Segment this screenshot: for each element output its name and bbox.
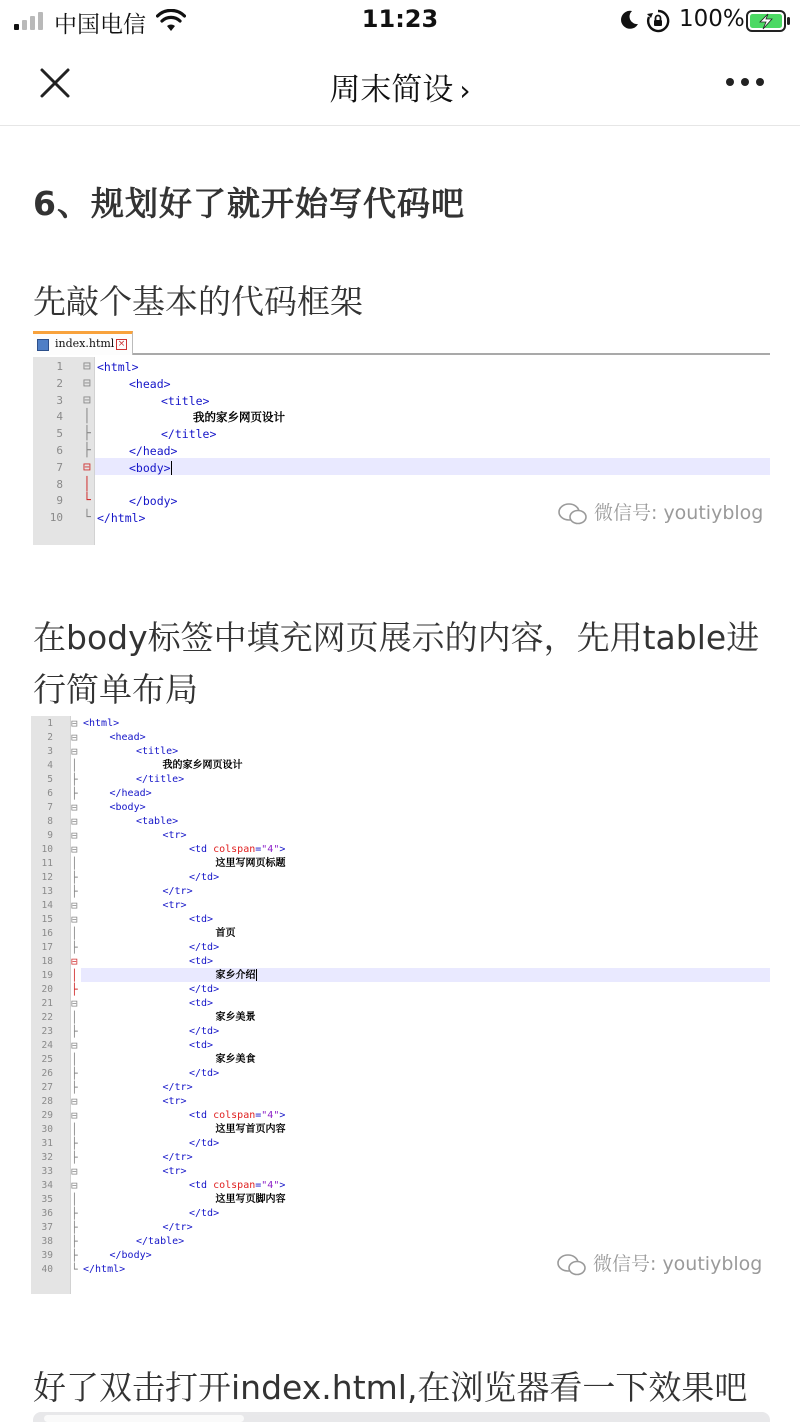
code-screenshot-1	[33, 331, 770, 545]
line-number: 22	[41, 1012, 53, 1023]
code-line: </head>	[109, 788, 152, 799]
line-number: 20	[41, 984, 53, 995]
code-line: </td>	[189, 942, 220, 953]
line-number: 25	[41, 1054, 53, 1065]
code-line: <title>	[161, 393, 210, 408]
line-number: 40	[41, 1264, 53, 1275]
line-number: 26	[41, 1068, 53, 1079]
fold-marker: ├	[71, 1207, 78, 1220]
fold-marker: ├	[71, 871, 78, 884]
status-bar	[0, 0, 800, 42]
account-title-link[interactable]	[0, 64, 800, 109]
next-image-tab	[44, 1415, 244, 1422]
line-number: 2	[56, 376, 63, 390]
line-number: 7	[56, 460, 63, 474]
fold-marker: │	[71, 1123, 78, 1136]
clock: 11:23	[361, 5, 439, 33]
code-line: </table>	[136, 1236, 185, 1247]
code-line: </html>	[97, 511, 146, 526]
section-heading: 6、规划好了就开始写代码吧	[33, 184, 465, 223]
fold-marker: ├	[71, 941, 78, 954]
code-line: </head>	[129, 444, 178, 458]
fold-marker: └	[83, 510, 91, 526]
editor-tab-name: index.html	[55, 337, 115, 350]
fold-marker: ├	[71, 1249, 78, 1262]
code-line: </body>	[109, 1250, 152, 1261]
rotation-lock-icon	[646, 9, 670, 33]
code-line: 首页	[215, 928, 236, 939]
line-number: 19	[41, 970, 53, 981]
code-line: <tr>	[162, 900, 187, 911]
code-line: </td>	[189, 1026, 220, 1037]
line-number: 3	[47, 746, 53, 757]
code-screenshot-2	[31, 716, 770, 1294]
code-line: </td>	[189, 1068, 220, 1079]
code-line: 这里写页脚内容	[215, 1194, 286, 1205]
watermark	[558, 498, 763, 526]
fold-marker: │	[71, 927, 78, 940]
code-line: <table>	[136, 816, 179, 827]
paragraph-1: 先敲个基本的代码框架	[33, 282, 363, 321]
code-line: </tr>	[162, 1082, 193, 1093]
fold-marker: ⊟	[83, 359, 91, 374]
line-number: 18	[41, 956, 53, 967]
fold-marker: ├	[71, 1025, 78, 1038]
code-line: </td>	[189, 872, 220, 883]
fold-marker: ⊟	[83, 375, 91, 391]
chevron-right-icon: ›	[459, 74, 471, 107]
fold-marker: ⊟	[71, 745, 78, 758]
fold-marker: ⊟	[71, 829, 78, 842]
fold-marker: │	[71, 857, 78, 870]
fold-marker: ├	[71, 1235, 78, 1248]
editor-tab	[33, 331, 133, 355]
code-line: <td colspan="4">	[189, 1110, 286, 1121]
code-line: <head>	[109, 732, 146, 743]
watermark-text: 微信号: youtiyblog	[594, 502, 764, 524]
fold-marker: ⊟	[71, 843, 78, 856]
fold-marker: ├	[71, 885, 78, 898]
fold-marker: ⊟	[71, 717, 78, 730]
line-number: 24	[41, 1040, 53, 1051]
code-line: <td>	[189, 998, 214, 1009]
line-number: 5	[47, 774, 53, 785]
line-number: 33	[41, 1166, 53, 1177]
editor-tab-strip	[33, 331, 770, 355]
line-number: 1	[47, 718, 53, 729]
fold-marker: ⊟	[71, 899, 78, 912]
line-number: 39	[41, 1250, 53, 1261]
battery-charging-icon	[746, 9, 792, 33]
code-line: 家乡美景	[215, 1012, 256, 1023]
code-line: <td>	[189, 1040, 214, 1051]
code-line: <html>	[83, 718, 120, 729]
line-number: 4	[47, 760, 53, 771]
code-line: </tr>	[162, 1152, 193, 1163]
fold-marker: │	[83, 409, 91, 425]
code-line: </tr>	[162, 886, 193, 897]
line-number: 4	[56, 410, 63, 424]
moon-icon	[618, 9, 640, 31]
code-line: <td>	[189, 914, 214, 925]
code-line: 家乡美食	[215, 1054, 256, 1065]
code-line: <title>	[136, 746, 179, 757]
line-number: 6	[47, 788, 53, 799]
fold-marker: ⊟	[83, 459, 91, 475]
code-line: <td colspan="4">	[189, 844, 286, 855]
fold-marker: ├	[71, 1081, 78, 1094]
tab-close-icon: ×	[117, 339, 126, 349]
code-line: </title>	[136, 774, 185, 785]
line-number: 9	[47, 830, 53, 841]
line-number: 27	[41, 1082, 53, 1093]
code-line: <td colspan="4">	[189, 1180, 286, 1191]
line-number: 38	[41, 1236, 53, 1247]
line-number: 29	[41, 1110, 53, 1121]
line-number: 3	[56, 393, 63, 407]
fold-marker: ├	[71, 1151, 78, 1164]
code-line: <html>	[97, 360, 139, 374]
line-number: 15	[41, 914, 53, 925]
code-line: </html>	[83, 1264, 126, 1275]
code-line: 家乡介绍	[215, 970, 256, 981]
code-line: </body>	[129, 494, 178, 509]
line-number: 17	[41, 942, 53, 953]
line-number: 23	[41, 1026, 53, 1037]
line-number: 16	[41, 928, 53, 939]
fold-marker: ├	[71, 1067, 78, 1080]
battery-percent: 100%	[679, 6, 745, 32]
watermark-text: 微信号: youtiyblog	[593, 1253, 763, 1275]
carrier-name: 中国电信	[54, 12, 146, 38]
fold-marker: │	[71, 1193, 78, 1206]
nav-bar	[0, 42, 800, 126]
wechat-icon	[557, 1253, 587, 1277]
fold-marker: └	[71, 1263, 78, 1276]
line-number: 30	[41, 1124, 53, 1135]
line-number: 9	[56, 494, 63, 508]
code-line: 这里写网页标题	[215, 858, 286, 869]
code-line: 我的家乡网页设计	[162, 760, 243, 771]
fold-marker: ⊟	[71, 955, 78, 968]
code-line: <body>	[129, 460, 171, 475]
line-number: 21	[41, 998, 53, 1009]
line-number: 6	[56, 444, 63, 457]
line-number: 13	[41, 886, 53, 897]
line-number: 28	[41, 1096, 53, 1107]
code-line: <body>	[109, 802, 146, 813]
account-title: 周末简设	[329, 72, 454, 108]
watermark	[557, 1249, 762, 1277]
more-icon[interactable]	[726, 78, 766, 88]
code-line: <head>	[129, 376, 171, 391]
line-number: 5	[56, 427, 63, 441]
fold-marker: └	[83, 493, 91, 509]
code-line: </td>	[189, 1208, 220, 1219]
fold-marker: │	[71, 1053, 78, 1066]
paragraph-2: 在body标签中填充网页展示的内容，先用table进行简单布局	[33, 618, 760, 709]
line-number: 12	[41, 872, 53, 883]
fold-marker: ⊟	[71, 997, 78, 1010]
fold-marker: │	[71, 759, 78, 772]
line-number: 10	[41, 844, 53, 855]
line-number: 35	[41, 1194, 53, 1205]
code-line: <tr>	[162, 830, 187, 841]
line-number: 10	[49, 511, 63, 525]
save-file-icon	[37, 339, 49, 351]
line-number: 34	[41, 1180, 53, 1191]
wechat-icon	[558, 502, 588, 526]
line-number: 11	[41, 858, 53, 869]
code-line: </td>	[189, 1138, 220, 1149]
line-number: 8	[47, 816, 53, 827]
fold-marker: ├	[71, 983, 78, 996]
fold-marker: ⊟	[71, 1165, 78, 1178]
code-line: 这里写首页内容	[215, 1124, 286, 1135]
fold-marker: ⊟	[71, 913, 78, 926]
fold-marker: ⊟	[71, 1039, 78, 1052]
code-line: </td>	[189, 984, 220, 995]
fold-marker: ⊟	[71, 1179, 78, 1192]
fold-marker: ├	[71, 1221, 78, 1234]
fold-marker: │	[83, 476, 91, 492]
fold-marker: │	[71, 1011, 78, 1024]
fold-marker: ├	[71, 1137, 78, 1150]
line-number: 32	[41, 1152, 53, 1163]
fold-marker: ⊟	[71, 801, 78, 814]
paragraph-3: 好了双击打开index.html,在浏览器看一下效果吧	[33, 1368, 748, 1407]
code-line: 我的家乡网页设计	[193, 410, 285, 425]
code-line: <td>	[189, 956, 214, 967]
code-line: </tr>	[162, 1222, 193, 1233]
fold-marker: ├	[83, 426, 91, 442]
line-number: 36	[41, 1208, 53, 1219]
line-number: 14	[41, 900, 53, 911]
code-line: </title>	[161, 427, 217, 442]
fold-marker: ⊟	[71, 1109, 78, 1122]
line-number: 7	[47, 802, 53, 813]
fold-marker: │	[71, 969, 78, 982]
fold-marker: ⊟	[83, 392, 91, 408]
fold-marker: ├	[71, 773, 78, 786]
fold-marker: ⊟	[71, 731, 78, 744]
line-number: 31	[41, 1138, 53, 1149]
code-line: <tr>	[162, 1096, 187, 1107]
fold-marker: ├	[83, 443, 91, 458]
fold-marker: ├	[71, 787, 78, 800]
code-line: <tr>	[162, 1166, 187, 1177]
fold-marker: ⊟	[71, 815, 78, 828]
fold-marker: ⊟	[71, 1095, 78, 1108]
line-number: 8	[56, 477, 63, 491]
line-number: 1	[56, 360, 63, 373]
line-number: 2	[47, 732, 53, 743]
line-number: 37	[41, 1222, 53, 1233]
